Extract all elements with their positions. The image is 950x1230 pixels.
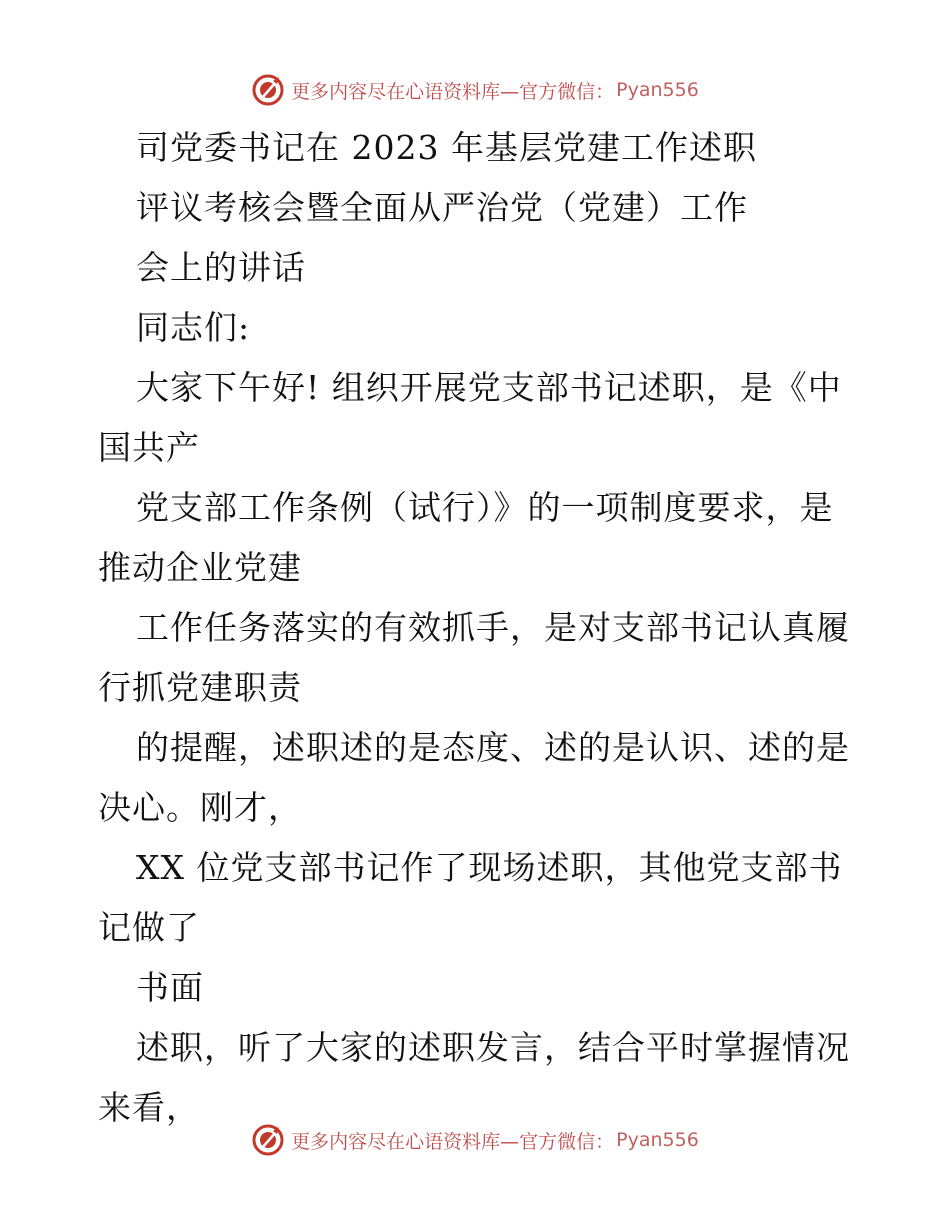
watermark-text: 更多内容尽在心语资料库—官方微信： xyxy=(291,80,615,103)
seal-logo-icon xyxy=(251,73,285,107)
text-line: 行抓党建职责 xyxy=(98,668,302,707)
text-line: 党支部工作条例（试行）》的一项制度要求，是 xyxy=(136,488,834,527)
header-watermark xyxy=(0,72,950,108)
seal-logo-icon xyxy=(251,1123,285,1157)
footer-watermark xyxy=(0,1122,950,1158)
text-line: 的提醒，述职述的是态度、述的是认识、述的是 xyxy=(136,728,850,767)
text-line: 大家下午好! 组织开展党支部书记述职，是《中 xyxy=(136,368,842,407)
text-line: 同志们: xyxy=(136,308,251,347)
text-line: XX 位党支部书记作了现场述职，其他党支部书 xyxy=(136,848,843,887)
text-line: 国共产 xyxy=(98,428,200,467)
text-line: 会上的讲话 xyxy=(136,248,306,287)
text-line: 述职，听了大家的述职发言，结合平时掌握情况 xyxy=(136,1028,850,1067)
text-line: 司党委书记在 2023 年基层党建工作述职 xyxy=(136,128,757,167)
text-line: 推动企业党建 xyxy=(98,548,302,587)
watermark-wechat-id: Pyan556 xyxy=(616,1129,699,1151)
watermark-wechat-id: Pyan556 xyxy=(616,79,699,101)
text-line: 书面 xyxy=(136,968,204,1007)
document-body xyxy=(98,118,858,1138)
text-line: 决心。刚才， xyxy=(98,788,302,827)
text-line: 评议考核会暨全面从严治党（党建）工作 xyxy=(136,188,748,227)
text-line: 来看， xyxy=(98,1088,200,1127)
text-line: 记做了 xyxy=(98,908,200,947)
text-line: 工作任务落实的有效抓手，是对支部书记认真履 xyxy=(136,608,850,647)
watermark-text: 更多内容尽在心语资料库—官方微信： xyxy=(291,1130,615,1153)
